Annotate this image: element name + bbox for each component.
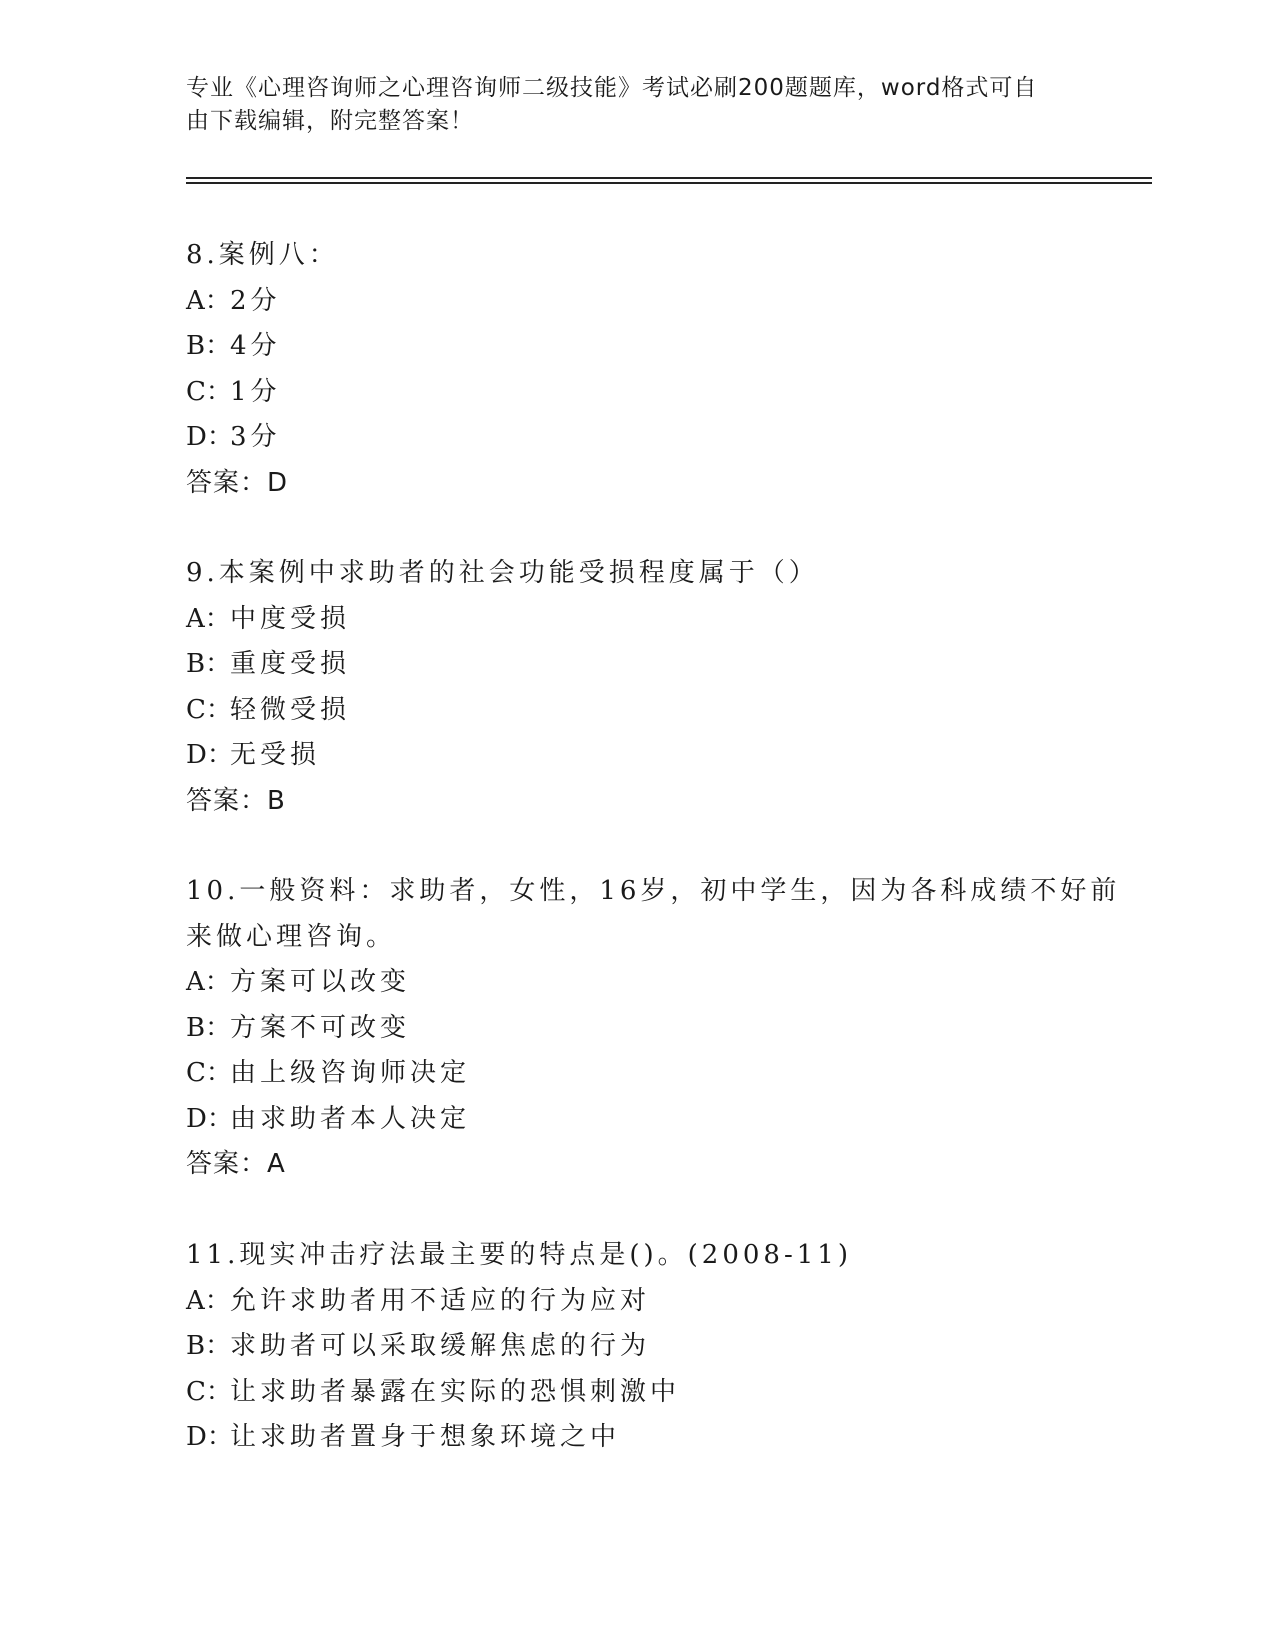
option-a bbox=[186, 1279, 1086, 1325]
question-stem: 9.本案例中求助者的社会功能受损程度属于（） bbox=[186, 558, 819, 588]
option-key: C： bbox=[186, 694, 232, 725]
option-text: 无受损 bbox=[230, 740, 321, 770]
option-key: A： bbox=[186, 967, 231, 997]
question-10 bbox=[186, 869, 1121, 1188]
option-a bbox=[186, 279, 1086, 325]
option-key: C： bbox=[186, 1058, 232, 1088]
option-key: A： bbox=[186, 1285, 231, 1316]
answer-line: 答案：B bbox=[186, 785, 286, 816]
option-b bbox=[186, 642, 1086, 688]
option-text: 允许求助者用不适应的行为应对 bbox=[230, 1285, 651, 1316]
option-c bbox=[186, 1051, 1086, 1097]
question-stem: 11.现实冲击疗法最主要的特点是()。(2008-11) bbox=[186, 1240, 852, 1270]
option-text: 由上级咨询师决定 bbox=[230, 1058, 471, 1088]
question-9 bbox=[186, 551, 1086, 824]
option-d bbox=[186, 733, 1086, 779]
header-divider-bottom bbox=[186, 182, 1152, 184]
option-b bbox=[186, 324, 1086, 370]
option-key: D： bbox=[186, 1103, 233, 1134]
option-text: 由求助者本人决定 bbox=[230, 1103, 471, 1134]
option-key: D： bbox=[186, 422, 233, 452]
option-key: D： bbox=[186, 740, 233, 770]
option-c bbox=[186, 1370, 1086, 1416]
option-text: 求助者可以采取缓解焦虑的行为 bbox=[230, 1331, 651, 1361]
question-stem-continued: 来做心理咨询。 bbox=[186, 921, 397, 952]
option-b bbox=[186, 1006, 1086, 1052]
option-text: 中度受损 bbox=[230, 603, 351, 634]
option-text: 方案不可改变 bbox=[230, 1012, 411, 1043]
header-line-2: 由下载编辑，附完整答案！ bbox=[186, 108, 474, 134]
option-key: A： bbox=[186, 603, 231, 634]
option-text: 1分 bbox=[230, 376, 281, 407]
option-key: C： bbox=[186, 376, 232, 407]
answer-line: 答案：D bbox=[186, 467, 289, 498]
option-text: 重度受损 bbox=[230, 649, 351, 679]
option-text: 3分 bbox=[230, 422, 281, 452]
answer-line: 答案：A bbox=[186, 1149, 286, 1179]
option-c bbox=[186, 370, 1086, 416]
option-b bbox=[186, 1324, 1086, 1370]
question-stem: 10.一般资料：求助者，女性，16岁，初中学生，因为各科成绩不好前 bbox=[186, 876, 1121, 906]
document-header bbox=[186, 72, 1066, 138]
option-c bbox=[186, 688, 1086, 734]
option-key: B： bbox=[186, 1331, 232, 1361]
option-text: 轻微受损 bbox=[230, 694, 351, 725]
option-text: 让求助者暴露在实际的恐惧刺激中 bbox=[230, 1376, 681, 1407]
option-text: 让求助者置身于想象环境之中 bbox=[230, 1422, 621, 1452]
option-key: A： bbox=[186, 285, 231, 316]
option-text: 2分 bbox=[230, 285, 281, 316]
header-divider-top bbox=[186, 177, 1152, 179]
question-8 bbox=[186, 233, 1086, 506]
option-d bbox=[186, 1415, 1086, 1461]
option-text: 4分 bbox=[230, 331, 281, 361]
option-key: C： bbox=[186, 1376, 232, 1407]
option-d bbox=[186, 415, 1086, 461]
option-a bbox=[186, 597, 1086, 643]
option-key: B： bbox=[186, 331, 232, 361]
header-line-1: 专业《心理咨询师之心理咨询师二级技能》考试必刷200题题库，word格式可自 bbox=[186, 75, 1038, 101]
option-key: B： bbox=[186, 1012, 232, 1043]
question-11 bbox=[186, 1233, 1086, 1461]
question-stem: 8.案例八： bbox=[186, 240, 339, 270]
option-key: B： bbox=[186, 649, 232, 679]
option-a bbox=[186, 960, 1086, 1006]
option-key: D： bbox=[186, 1422, 233, 1452]
option-d bbox=[186, 1097, 1086, 1143]
option-text: 方案可以改变 bbox=[230, 967, 411, 997]
